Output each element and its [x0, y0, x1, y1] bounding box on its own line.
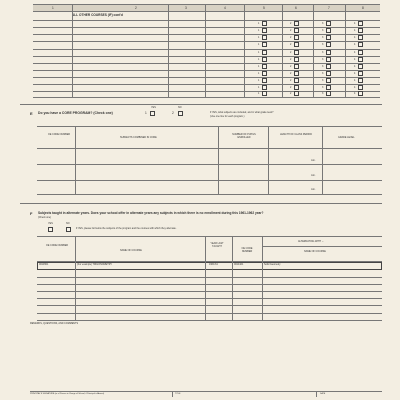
- slot-checkbox[interactable]: [326, 21, 331, 26]
- core-no-label: NO: [178, 106, 182, 109]
- slot-number: 1: [258, 65, 260, 68]
- slot-number: 2: [290, 92, 292, 95]
- slot-checkbox[interactable]: [262, 28, 267, 33]
- alt-example-code: 0014501: [39, 263, 49, 266]
- slot-checkbox[interactable]: [358, 78, 363, 83]
- alt-col-oe-code: OE CODE NUMBER: [45, 244, 69, 247]
- slot-checkbox[interactable]: [358, 57, 363, 62]
- col-num-8: 8: [362, 6, 364, 10]
- slot-number: 2: [290, 58, 292, 61]
- slot-checkbox[interactable]: [294, 85, 299, 90]
- alt-no-checkbox[interactable]: [66, 227, 71, 232]
- slot-checkbox[interactable]: [262, 64, 267, 69]
- section-e-question: Do you have a CORE PROGRAM? (Check one): [38, 111, 113, 115]
- alt-instruction: If YES, please list below the subjects of the program and the courses with which they alternate.: [76, 227, 177, 230]
- core-instruction-2: (Use one line for each program.): [210, 115, 245, 118]
- core-yes-value: 1: [145, 111, 147, 115]
- col-num-1: 1: [52, 6, 54, 10]
- core-yes-checkbox[interactable]: [150, 111, 155, 116]
- alt-yes-label: YES: [48, 222, 53, 225]
- slot-checkbox[interactable]: [262, 35, 267, 40]
- alt-example-year: 1960-61: [209, 263, 218, 266]
- alt-col-course: NAME OF COURSE: [120, 249, 142, 252]
- slot-number: 2: [290, 65, 292, 68]
- slot-number: 1: [258, 92, 260, 95]
- core-instruction: If YES, what subjects are included, and in what grade level?: [210, 111, 274, 114]
- slot-checkbox[interactable]: [262, 57, 267, 62]
- slot-checkbox[interactable]: [294, 57, 299, 62]
- remarks-area[interactable]: [30, 328, 382, 384]
- alt-col-oe-code-2: OE CODE NUMBER: [241, 247, 253, 253]
- slot-checkbox[interactable]: [326, 50, 331, 55]
- slot-checkbox[interactable]: [326, 28, 331, 33]
- slot-number: 3: [322, 72, 324, 75]
- slot-checkbox[interactable]: [294, 64, 299, 69]
- slot-number: 3: [322, 22, 324, 25]
- slot-checkbox[interactable]: [358, 35, 363, 40]
- slot-checkbox[interactable]: [326, 42, 331, 47]
- core-row-min-3: min.: [311, 188, 316, 191]
- alt-example-alt-code: 0014101: [234, 263, 244, 266]
- col-num-4: 4: [224, 6, 226, 10]
- slot-number: 2: [290, 22, 292, 25]
- slot-checkbox[interactable]: [262, 71, 267, 76]
- slot-checkbox[interactable]: [358, 28, 363, 33]
- slot-checkbox[interactable]: [294, 42, 299, 47]
- slot-checkbox[interactable]: [358, 91, 363, 96]
- slot-number: 2: [290, 43, 292, 46]
- course-table-top-rule: [33, 4, 380, 5]
- core-row-min-2: min.: [311, 174, 316, 177]
- slot-number: 3: [322, 92, 324, 95]
- slot-checkbox[interactable]: [262, 78, 267, 83]
- core-col-subjects: SUBJECTS COMBINED IN CORE: [120, 136, 157, 139]
- alt-example-name: (For example) TRIGONOMETRY: [77, 263, 112, 266]
- slot-number: 4: [354, 36, 356, 39]
- slot-number: 1: [258, 22, 260, 25]
- slot-checkbox[interactable]: [358, 71, 363, 76]
- date-label: DATE: [320, 393, 326, 395]
- slot-number: 3: [322, 36, 324, 39]
- alt-yes-checkbox[interactable]: [48, 227, 53, 232]
- slot-checkbox[interactable]: [294, 91, 299, 96]
- slot-checkbox[interactable]: [326, 57, 331, 62]
- other-courses-label: ALL OTHER COURSES (IF) cont'd: [72, 13, 123, 17]
- col-num-2: 2: [135, 6, 137, 10]
- slot-number: 4: [354, 51, 356, 54]
- slot-checkbox[interactable]: [294, 21, 299, 26]
- section-e-letter: E: [30, 111, 33, 116]
- slot-number: 4: [354, 79, 356, 82]
- alt-col-year: YEAR LAST TAUGHT: [210, 242, 224, 248]
- slot-number: 4: [354, 43, 356, 46]
- slot-checkbox[interactable]: [294, 71, 299, 76]
- slot-number: 4: [354, 22, 356, 25]
- slot-checkbox[interactable]: [294, 78, 299, 83]
- slot-checkbox[interactable]: [326, 64, 331, 69]
- slot-number: 2: [290, 79, 292, 82]
- section-f-question: Subjects taught in alternate years. Does your school offer in alternate years any subjects in which there is no enrollment during this 1961-1962 year?: [38, 211, 264, 215]
- slot-number: 2: [290, 36, 292, 39]
- slot-checkbox[interactable]: [326, 35, 331, 40]
- slot-checkbox[interactable]: [358, 64, 363, 69]
- section-f-check-one: (Check one): [38, 216, 52, 219]
- slot-number: 2: [290, 72, 292, 75]
- slot-number: 4: [354, 92, 356, 95]
- slot-checkbox[interactable]: [262, 85, 267, 90]
- core-col-oe-code: OE CODE NUMBER: [47, 133, 71, 136]
- slot-checkbox[interactable]: [358, 42, 363, 47]
- slot-number: 1: [258, 51, 260, 54]
- slot-number: 1: [258, 29, 260, 32]
- alt-col-course-2: NAME OF COURSE: [304, 250, 326, 253]
- slot-number: 2: [290, 86, 292, 89]
- slot-number: 3: [322, 29, 324, 32]
- slot-number: 1: [258, 36, 260, 39]
- slot-checkbox[interactable]: [358, 85, 363, 90]
- slot-checkbox[interactable]: [326, 85, 331, 90]
- signature-label: PRINCIPAL'S SIGNATURE (or of Person in Charge of School, if Principal is Absent): [30, 393, 105, 395]
- slot-number: 3: [322, 58, 324, 61]
- col-num-5: 5: [263, 6, 265, 10]
- slot-checkbox[interactable]: [294, 35, 299, 40]
- slot-number: 4: [354, 65, 356, 68]
- slot-number: 4: [354, 72, 356, 75]
- slot-number: 4: [354, 58, 356, 61]
- slot-number: 4: [354, 86, 356, 89]
- col-num-6: 6: [295, 6, 297, 10]
- slot-checkbox[interactable]: [294, 50, 299, 55]
- slot-number: 3: [322, 65, 324, 68]
- slot-number: 1: [258, 79, 260, 82]
- slot-number: 2: [290, 29, 292, 32]
- slot-checkbox[interactable]: [294, 28, 299, 33]
- slot-checkbox[interactable]: [326, 71, 331, 76]
- core-col-grade: GRADE LEVEL: [338, 136, 355, 139]
- core-col-length: LENGTH OF CLASS PERIOD: [280, 133, 313, 136]
- slot-checkbox[interactable]: [358, 21, 363, 26]
- core-no-value: 2: [172, 111, 174, 115]
- section-f-letter: F: [30, 211, 33, 216]
- alt-no-label: NO: [66, 222, 70, 225]
- remarks-label: REMARKS, QUESTIONS, AND COMMENTS: [30, 322, 79, 325]
- slot-number: 2: [290, 51, 292, 54]
- core-no-checkbox[interactable]: [178, 111, 183, 116]
- slot-checkbox[interactable]: [262, 50, 267, 55]
- slot-number: 3: [322, 86, 324, 89]
- alt-example-alt-name: Solid Geometry: [264, 263, 281, 266]
- slot-checkbox[interactable]: [326, 78, 331, 83]
- slot-checkbox[interactable]: [262, 21, 267, 26]
- slot-checkbox[interactable]: [358, 50, 363, 55]
- col-num-7: 7: [328, 6, 330, 10]
- core-yes-label: YES: [151, 106, 156, 109]
- slot-checkbox[interactable]: [262, 91, 267, 96]
- slot-number: 3: [322, 43, 324, 46]
- slot-number: 1: [258, 72, 260, 75]
- core-col-pupils: NUMBER OF PUPILS ENROLLED: [232, 133, 256, 139]
- slot-checkbox[interactable]: [326, 91, 331, 96]
- slot-number: 1: [258, 43, 260, 46]
- core-row-min-1: min.: [311, 159, 316, 162]
- slot-number: 1: [258, 86, 260, 89]
- slot-number: 4: [354, 29, 356, 32]
- slot-number: 1: [258, 58, 260, 61]
- slot-number: 3: [322, 79, 324, 82]
- slot-number: 3: [322, 51, 324, 54]
- col-num-3: 3: [185, 6, 187, 10]
- alt-with-header: ALTERNATING WITH --: [298, 240, 324, 243]
- title-label: TITLE: [175, 393, 181, 395]
- slot-checkbox[interactable]: [262, 42, 267, 47]
